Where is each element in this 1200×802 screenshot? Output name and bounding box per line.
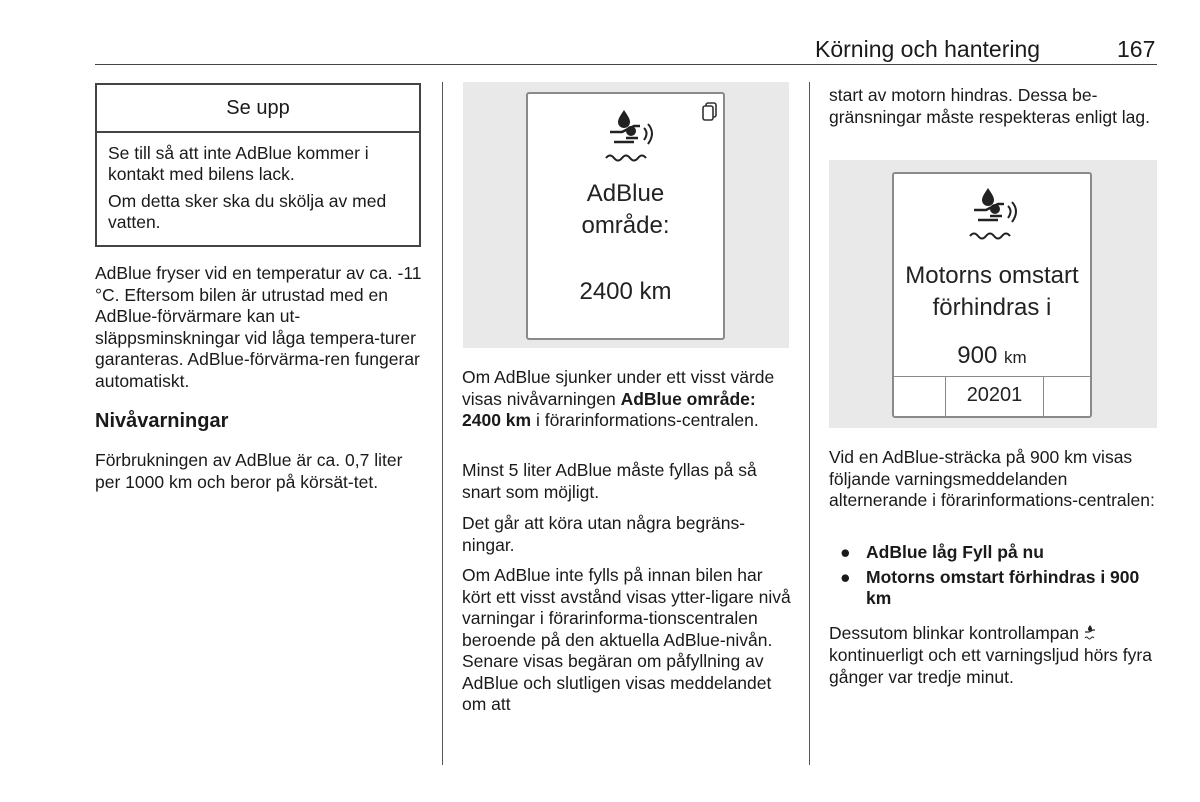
restart-display (892, 172, 1092, 418)
level-warning-paragraph: Om AdBlue sjunker under ett visst värde visas nivåvarningen AdBlue område: 2400 km i förarinformations-centralen. (462, 367, 775, 430)
further-warnings-paragraph: Om AdBlue inte fylls på innan bilen har kört ett visst avstånd visas ytter-ligare nivå varningar i förarinforma-tionscentralen beroende på den aktuella AdBlue-nivån. Senare visas begäran om påfyllning av AdBlue och slutligen visas meddelandet om att (462, 565, 791, 714)
freezing-paragraph: AdBlue fryser vid en temperatur av ca. -11 °C. Eftersom bilen är utrustad med en AdBlue-förvärmare kan ut-släppsminskningar vid låga tempera-turer garanteras. AdBlue-förvärma-ren fungerar automatiskt. (95, 263, 422, 391)
display-divider (894, 376, 1090, 377)
section-heading: Nivåvarningar (95, 410, 229, 432)
column-divider-right (809, 82, 810, 765)
list-item: ● AdBlue låg Fyll på nu (840, 542, 1044, 562)
adblue-warning-icon (968, 186, 1018, 247)
refill-paragraph: Minst 5 liter AdBlue måste fyllas på så snart som möjligt. (462, 460, 757, 502)
adblue-indicator-icon (1084, 624, 1098, 646)
display-code: 20201 (966, 384, 1023, 406)
display-line-1: AdBlue (586, 180, 665, 207)
chapter-title: Körning och hantering (815, 36, 1041, 62)
no-restriction-paragraph: Det går att köra utan några begräns-ningar. (462, 513, 746, 555)
page-icon (702, 102, 718, 127)
caution-title: Se upp (97, 85, 419, 133)
warning-message-list (830, 542, 1160, 613)
range-display (526, 92, 725, 340)
level-warning-message: AdBlue område: 2400 km (462, 388, 756, 430)
indicator-paragraph: Dessutom blinkar kontrollampan kontinuerligt och ett varningsljud hörs fyra gånger var tredje minut. (829, 623, 1152, 687)
display-divider (1043, 376, 1044, 416)
display-line-1: Motorns omstart (905, 262, 1079, 289)
display-line-2: område: (581, 212, 670, 239)
consumption-paragraph: Förbrukningen av AdBlue är ca. 0,7 liter per 1000 km och beror på körsät-tet. (95, 450, 403, 492)
header-divider (95, 64, 1157, 65)
restriction-paragraph: start av motorn hindras. Dessa be-gränsningar måste respekteras enligt lag. (829, 85, 1151, 127)
display-range-value: 2400 km (579, 278, 672, 305)
caution-box (95, 83, 421, 247)
caution-text: Om detta sker ska du skölja av med vatten. (108, 191, 387, 232)
alternating-messages-paragraph: Vid en AdBlue-sträcka på 900 km visas följande varningsmeddelanden alternerande i förarinformations-centralen: (829, 447, 1155, 510)
display-distance-value: 900 km (957, 342, 1027, 369)
display-line-2: förhindras i (932, 294, 1052, 321)
column-divider-left (442, 82, 443, 765)
page-number: 167 (1117, 36, 1156, 62)
caution-text: Se till så att inte AdBlue kommer i kontakt med bilens lack. (108, 143, 369, 184)
list-item: ● Motorns omstart förhindras i 900 km (840, 567, 1140, 608)
adblue-warning-icon (604, 108, 654, 169)
